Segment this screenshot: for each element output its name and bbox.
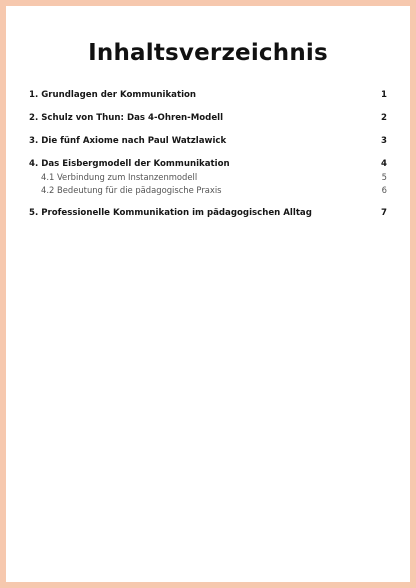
toc-entry-page: 2 [381, 113, 387, 123]
toc-subentry-label: 4.1 Verbindung zum Instanzenmodell [41, 172, 198, 182]
toc-group-2 [29, 113, 387, 123]
toc-entry-page: 7 [381, 208, 387, 218]
document-page [6, 6, 410, 582]
toc-entry-page: 4 [381, 159, 387, 169]
toc-entry-5[interactable] [29, 208, 387, 218]
toc-group-5 [29, 208, 387, 218]
toc-entry-label: 1. Grundlagen der Kommunikation [29, 90, 197, 100]
toc-entry-label: 4. Das Eisbergmodell der Kommunikation [29, 159, 230, 169]
toc-subentry-4-1[interactable] [29, 172, 387, 182]
page-title: Inhaltsverzeichnis [88, 40, 328, 66]
toc-group-1 [29, 90, 387, 100]
toc-entry-label: 5. Professionelle Kommunikation im pädagogischen Alltag [29, 208, 312, 218]
toc-group-3 [29, 136, 387, 146]
toc-subentry-page: 6 [381, 185, 387, 195]
toc-subentry-label: 4.2 Bedeutung für die pädagogische Praxis [41, 185, 222, 195]
toc-subentry-4-2[interactable] [29, 185, 387, 195]
toc-entry-4[interactable] [29, 159, 387, 169]
toc-group-4 [29, 159, 387, 195]
toc-subentry-page: 5 [381, 172, 387, 182]
toc-entry-label: 3. Die fünf Axiome nach Paul Watzlawick [29, 136, 227, 146]
toc-entry-3[interactable] [29, 136, 387, 146]
toc-entry-2[interactable] [29, 113, 387, 123]
toc-entry-page: 3 [381, 136, 387, 146]
toc-entry-1[interactable] [29, 90, 387, 100]
toc-entry-label: 2. Schulz von Thun: Das 4-Ohren-Modell [29, 113, 224, 123]
toc-entry-page: 1 [381, 90, 387, 100]
table-of-contents [29, 90, 387, 231]
